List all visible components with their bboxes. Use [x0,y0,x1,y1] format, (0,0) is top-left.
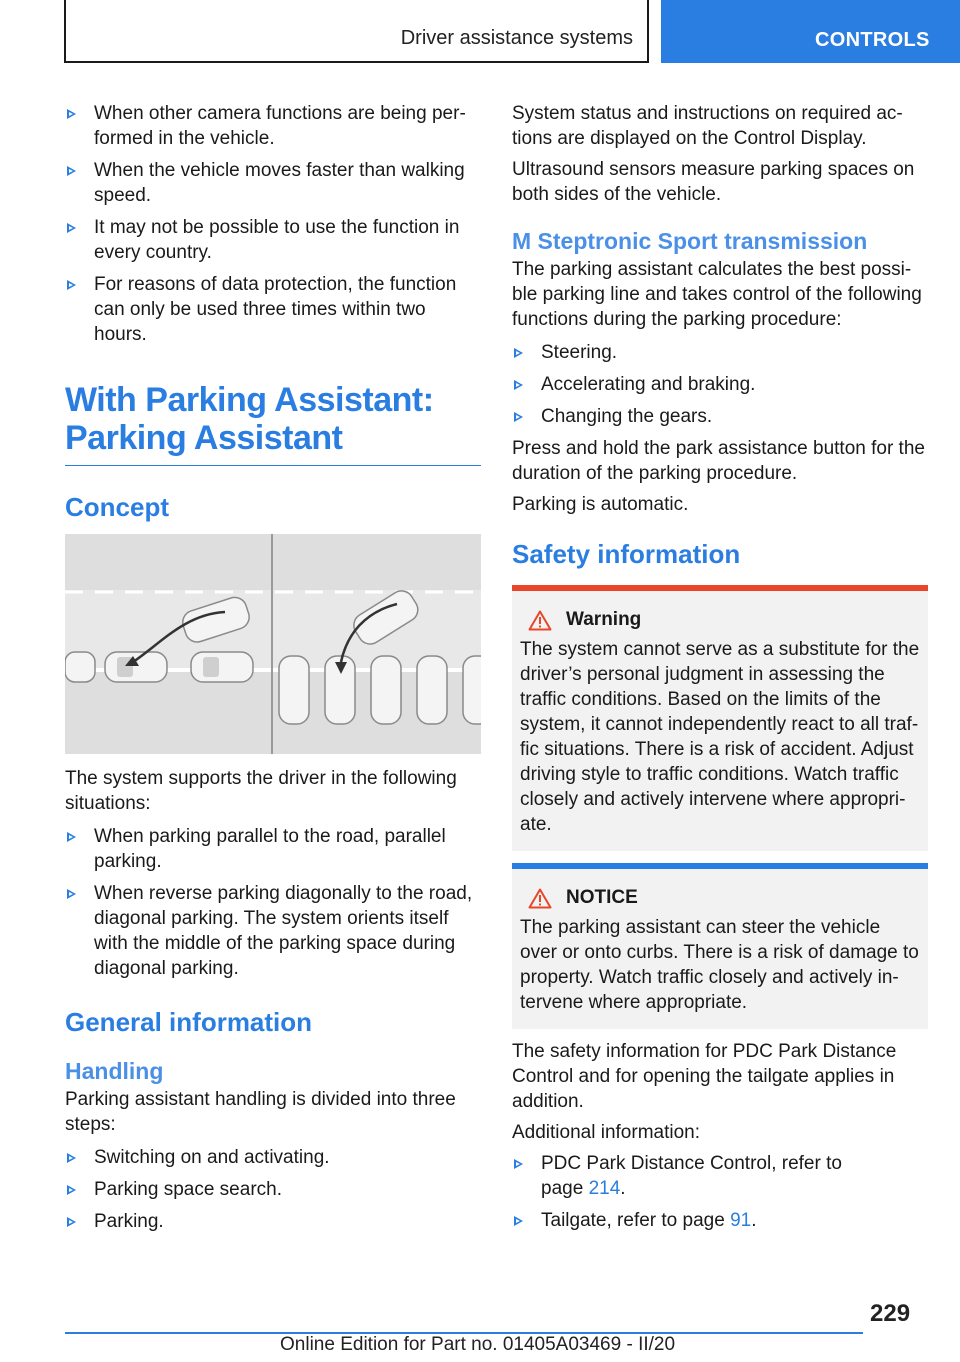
handling-text: Parking assistant handling is divided into three steps: [65,1089,456,1135]
header-chapter-title: CONTROLS [815,29,930,51]
triangle-bullet-icon [67,109,76,119]
triangle-bullet-icon [67,1185,76,1195]
triangle-bullet-icon [67,1217,76,1227]
warning-box [512,585,928,851]
handling-bullet-list [65,1145,481,1234]
main-heading: With Parking Assistant: Parking Assistant [65,381,481,466]
warning-triangle-icon [528,610,552,631]
reference-list [512,1151,928,1233]
additional-info-label: Additional information: [512,1122,700,1143]
general-heading: General information [65,1007,313,1037]
m-steptronic-bullet-list [512,340,928,429]
pdc-safety-text: The safety information for PDC Park Distance Control and for opening the tailgate applies in addition. [512,1041,897,1112]
notice-title: NOTICE [520,887,922,909]
parking-diagram [65,534,481,754]
triangle-bullet-icon [67,832,76,842]
triangle-bullet-icon [67,1153,76,1163]
automatic-text: Parking is automatic. [512,494,689,515]
triangle-bullet-icon [514,348,523,358]
list-item: When other camera functions are being performed in the vehicle. [65,101,481,151]
triangle-bullet-icon [514,380,523,390]
m-steptronic-heading: M Steptronic Sport transmission [512,228,868,254]
concept-text: The system supports the driver in the following situations: [65,768,457,814]
page-link-91[interactable]: 91 [730,1210,752,1231]
list-item: When parking parallel to the road, parallel parking. [65,824,481,874]
list-item: PDC Park Distance Control, refer to page 214. [512,1151,928,1201]
press-hold-text: Press and hold the park assistance button for the duration of the parking procedure. [512,438,925,484]
concept-heading: Concept [65,492,169,522]
page-number: 229 [870,1300,911,1327]
notice-text: The parking assistant can steer the vehicle over or onto curbs. There is a risk of damage to property. Watch traffic closely and actively intervene where appropriate. [520,917,919,1013]
list-item: Changing the gears. [512,404,928,429]
triangle-bullet-icon [514,1216,523,1226]
concept-bullet-list [65,824,481,981]
header-section [64,0,649,63]
header-chapter [661,0,960,63]
intro-paragraph-2: Ultrasound sensors measure parking spaces on both sides of the vehicle. [512,159,915,205]
list-item: When reverse parking diagonally to the road, diagonal parking. The system orients itself with the middle of the parking space during diagonal parking. [65,881,481,981]
footer-edition: Online Edition for Part no. 01405A03469 - II/20 [280,1334,676,1355]
header-section-title: Driver assistance systems [400,27,633,49]
notice-triangle-icon [528,888,552,909]
list-item: Steering. [512,340,928,365]
left-column [65,101,481,1241]
intro-paragraph-1: System status and instructions on required actions are displayed on the Control Display. [512,103,903,149]
list-item: For reasons of data protection, the function can only be used three times within two hours. [65,272,481,347]
notice-box [512,863,928,1029]
triangle-bullet-icon [67,166,76,176]
m-steptronic-text: The parking assistant calculates the best possible parking line and takes control of the following functions during the parking procedure: [512,259,922,330]
triangle-bullet-icon [67,223,76,233]
list-item: It may not be possible to use the function in every country. [65,215,481,265]
warning-title: Warning [520,609,922,631]
handling-heading: Handling [65,1058,164,1084]
list-item: When the vehicle moves faster than walking speed. [65,158,481,208]
triangle-bullet-icon [67,889,76,899]
list-item: Tailgate, refer to page 91. [512,1208,928,1233]
warning-text: The system cannot serve as a substitute for the driver’s personal judgment in assessing the traffic conditions. Based on the limits of the system, it cannot independently react to all traffic situations. There is a risk of accident. Adjust driving style to traffic conditions. Watch traffic closely and actively intervene where appropriate. [520,639,920,835]
list-item: Switching on and activating. [65,1145,481,1170]
list-item: Accelerating and braking. [512,372,928,397]
list-item: Parking space search. [65,1177,481,1202]
right-column [512,101,928,1240]
list-item: Parking. [65,1209,481,1234]
top-bullet-list [65,101,481,347]
parking-illustration [65,534,481,754]
triangle-bullet-icon [67,280,76,290]
triangle-bullet-icon [514,1159,523,1169]
page-link-214[interactable]: 214 [588,1178,621,1199]
triangle-bullet-icon [514,412,523,422]
safety-heading: Safety information [512,539,741,569]
